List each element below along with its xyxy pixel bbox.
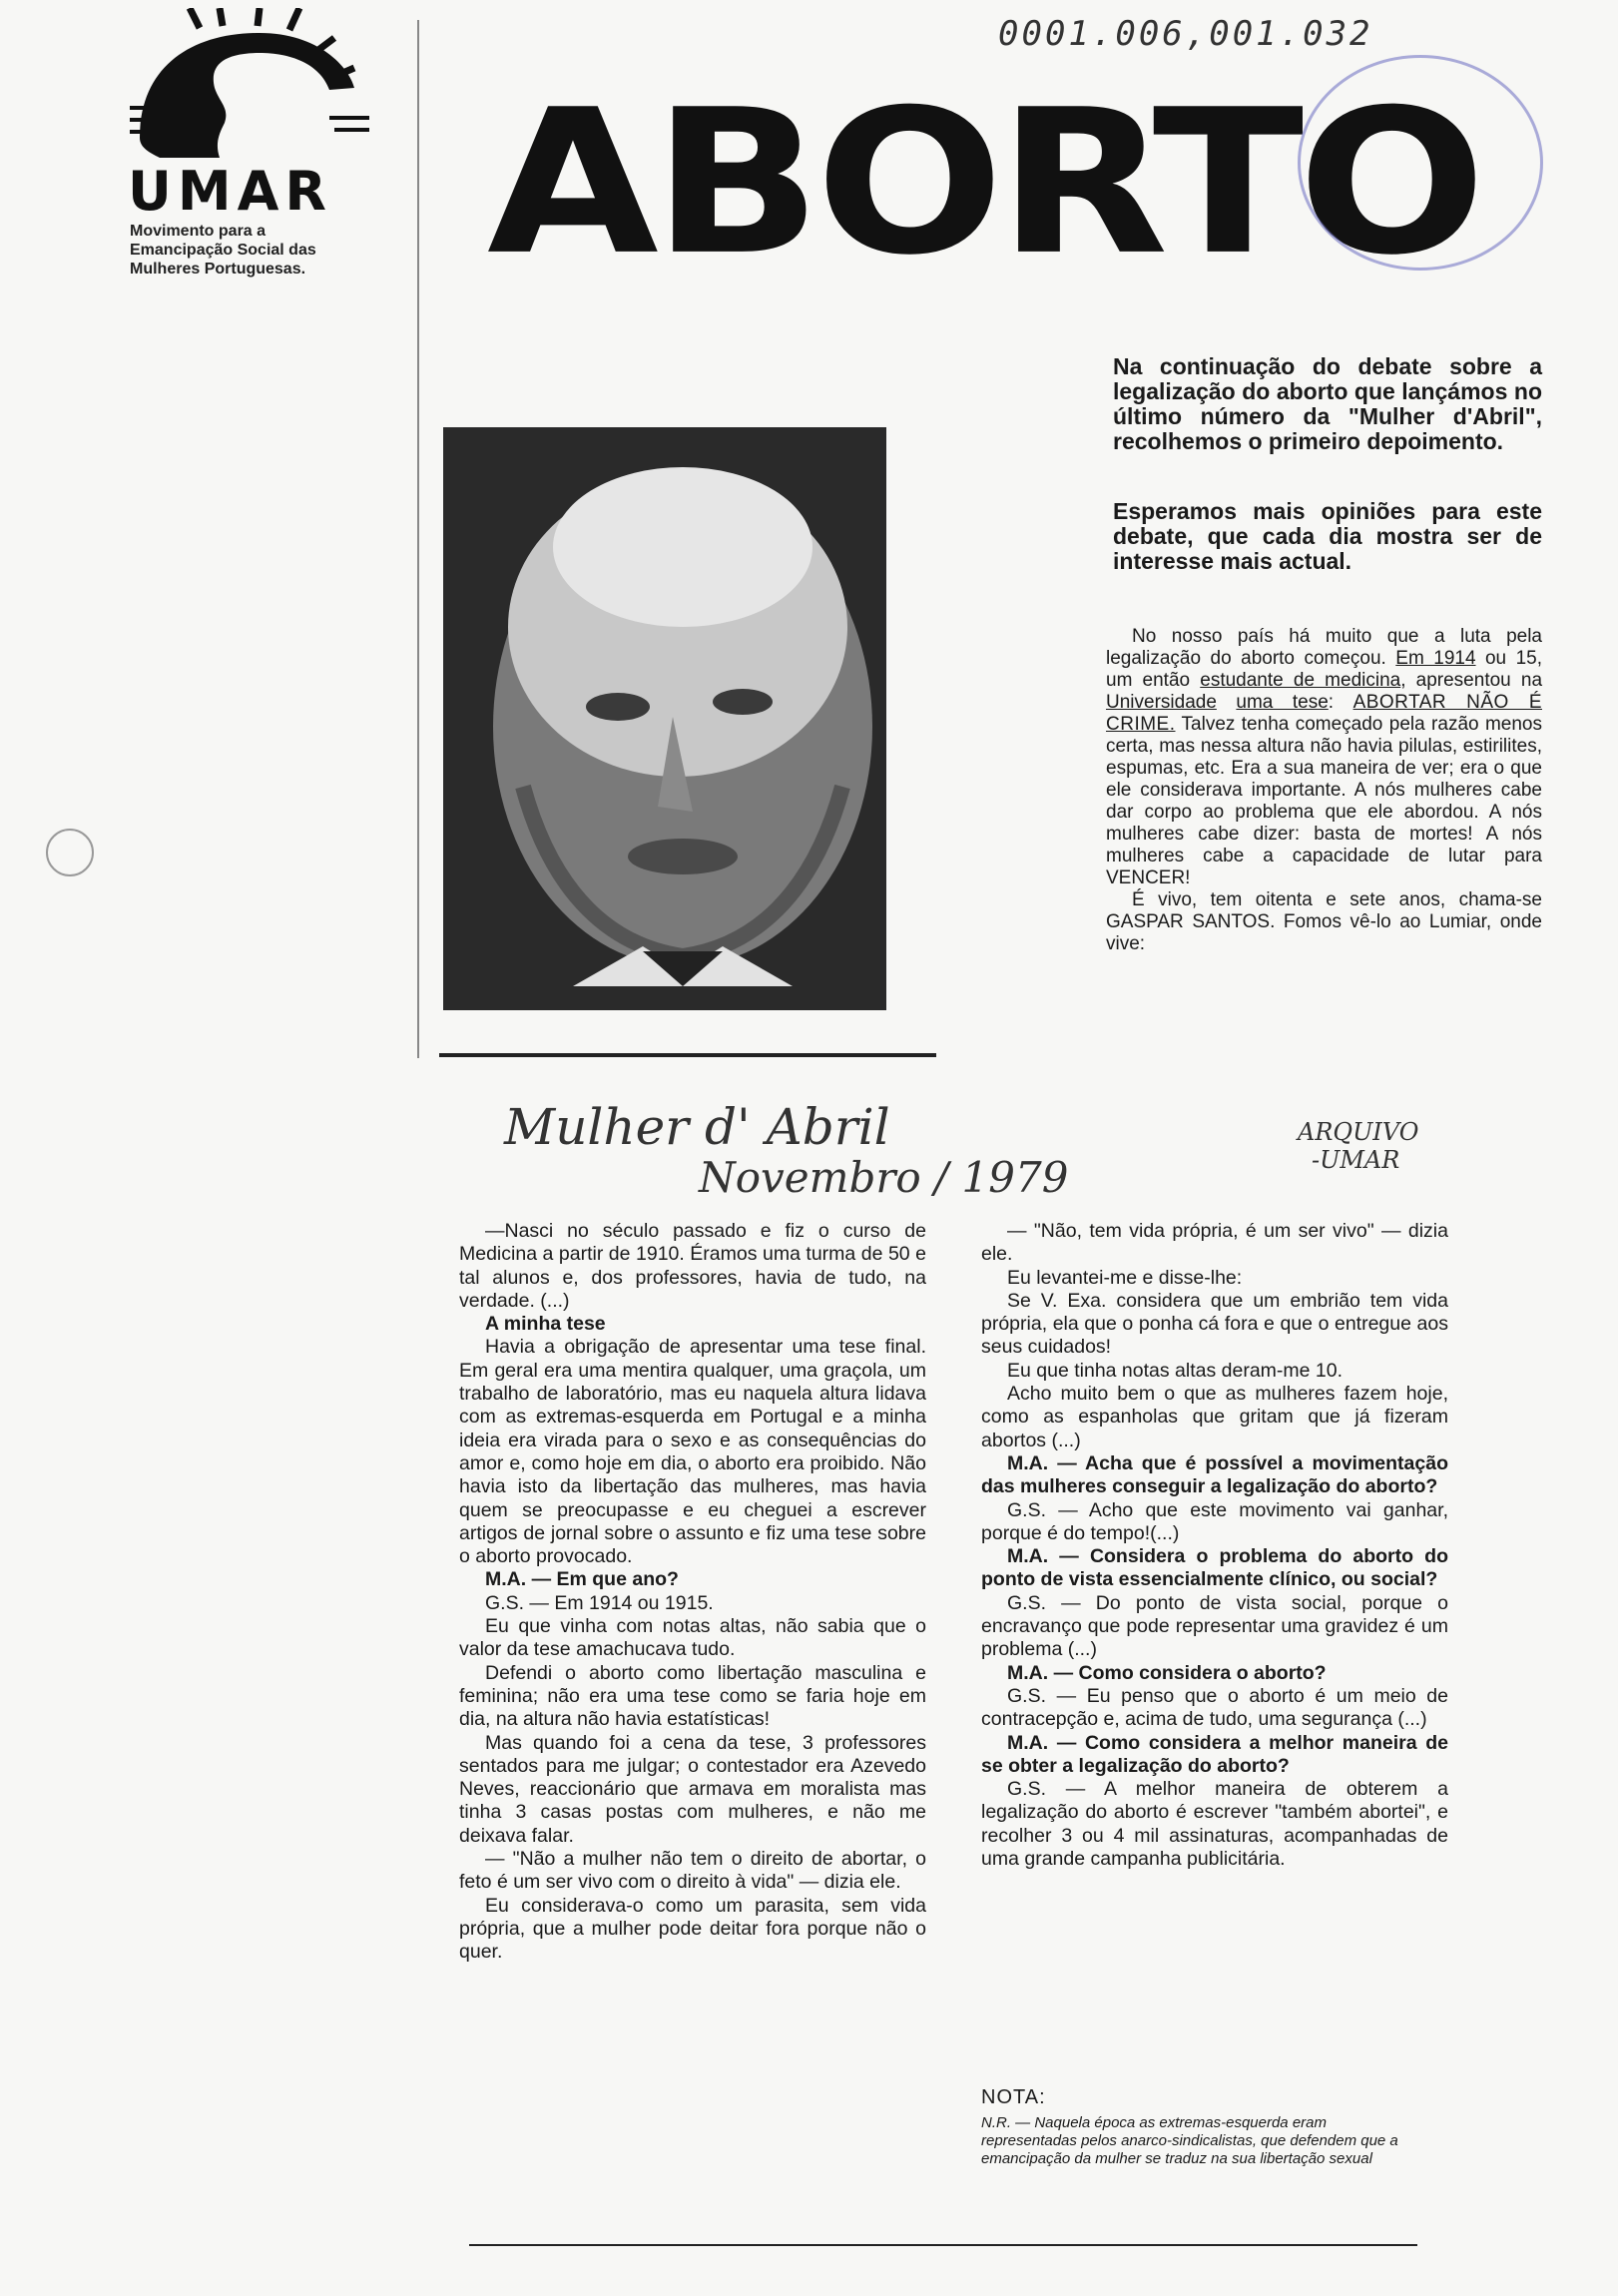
interview-question: M.A. — Como considera a melhor maneira de se obter a legalização do aborto? (981, 1731, 1448, 1777)
article-paragraph: Eu que tinha notas altas deram-me 10. (1007, 1359, 1344, 1382)
article-paragraph: —Nasci no século passado e fiz o curso de Medicina a partir de 1910. Éramos uma turma de 50 e tal alunos e, dos professores, havia de tudo, na verdade. (...) (459, 1220, 926, 1312)
article-paragraph: Eu considerava-o como um parasita, sem vida própria, que a mulher pode deitar fora porque não o quer. (459, 1894, 926, 1964)
interview-answer: G.S. — Acho que este movimento vai ganhar, porque é do tempo!(...) (981, 1498, 1448, 1544)
handwritten-archive-line: ARQUIVO (1298, 1118, 1419, 1146)
note-label: NOTA: (981, 2086, 1046, 2108)
article-paragraph: — "Não, tem vida própria, é um ser vivo" — dizia ele. (981, 1220, 1448, 1266)
punch-hole (46, 829, 94, 876)
article-left-column (459, 1220, 926, 1965)
portrait-photo (443, 427, 886, 1010)
article-paragraph: Mas quando foi a cena da tese, 3 professores sentados para me julgar; o contestador era Azevedo Neves, reaccionário que armava em moralista mas tinha 3 casas postas com mulheres, e não me deixava falar. (459, 1731, 926, 1847)
vertical-divider (417, 20, 419, 1058)
note-text: N.R. — Naquela época as extremas-esquerda eram representadas pelos anarco-sindicalistas, que defendem que a emancipação da mulher se traduz na sua libertação sexual (981, 2114, 1398, 2167)
logo-subtitle-line: Mulheres Portuguesas. (130, 261, 306, 278)
handwritten-date: Novembro / 1979 (699, 1153, 1069, 1202)
logo-subtitle-line: Emancipação Social das (130, 242, 316, 259)
text-span (1217, 692, 1237, 713)
text-span: : (1328, 692, 1353, 713)
article-right-column (981, 1220, 1448, 1871)
bottom-rule (469, 2244, 1417, 2246)
photo-underline-rule (439, 1053, 936, 1057)
archive-code: 0001.006,001.032 (998, 14, 1373, 54)
handwritten-archive-note (1298, 1118, 1418, 1174)
interview-answer: G.S. — Do ponto de vista social, porque o encravanço que pode representar uma gravidez é um problema (...) (981, 1591, 1448, 1661)
interview-question: M.A. — Considera o problema do aborto do ponto de vista essencialmente clínico, ou social? (981, 1545, 1448, 1591)
underlined-text: Universidade (1106, 692, 1217, 713)
text-span: No nosso país há muito que a luta pela legalização do aborto começou. (1106, 626, 1542, 669)
article-paragraph: Eu que vinha com notas altas, não sabia que o valor da tese amachucava tudo. (459, 1615, 926, 1661)
intro-column-paragraph: É vivo, tem oitenta e sete anos, chama-se GASPAR SANTOS. Fomos vê-lo ao Lumiar, onde vive: (1106, 889, 1542, 954)
logo-wordmark: UMAR (128, 160, 332, 223)
text-span: Talvez tenha começado pela razão menos certa, mas nessa altura não havia pilulas, estirilites, espumas, etc. Era a sua maneira de ver; era o que ele considerava importante. A nós mulheres cabe dar corpo ao problema que ele abordou. A nós mulheres cabe dizer: basta de mortes! A nós mulheres cabe a capacidade de lutar para VENCER! (1106, 714, 1542, 888)
article-paragraph: Eu levantei-me e disse-lhe: (1007, 1266, 1243, 1289)
handwritten-archive-line: -UMAR (1312, 1146, 1400, 1174)
handwritten-source: Mulher d' Abril (504, 1098, 890, 1156)
interview-question: M.A. — Em que ano? (485, 1568, 679, 1591)
archive-stamp (1298, 55, 1543, 271)
underlined-text: ABORTAR NÃO É CRIME. (1106, 692, 1542, 735)
intro-paragraph: Esperamos mais opiniões para este debate, que cada dia mostra ser de interesse mais actual. (1113, 498, 1542, 574)
interview-answer: G.S. — A melhor maneira de obterem a legalização do aborto é escrever "também abortei", e recolher 3 ou 4 mil assinaturas, acompanhadas de uma grande campanha publicitária. (981, 1778, 1448, 1871)
umar-logo-icon (120, 8, 384, 178)
intro-column (1106, 626, 1542, 955)
article-paragraph: Havia a obrigação de apresentar uma tese final. Em geral era uma mentira qualquer, uma graçola, um trabalho de laboratório, mas eu naquela altura lidava com as extremas-esquerda em Portugal e a minha ideia era virada para o sexo e as consequências do amor e, como hoje em dia, o aborto era proibido. Não havia isto da libertação das mulheres, mas havia quem se preocupasse e eu cheguei a escrever artigos de jornal sobre o assunto e fiz uma tese sobre o aborto provocado. (459, 1336, 926, 1568)
headline: ABORTO (487, 67, 1480, 299)
article-paragraph: Se V. Exa. considera que um embrião tem vida própria, ela que o ponha cá fora e que o entregue aos seus cuidados! (981, 1289, 1448, 1359)
logo-subtitle (130, 222, 389, 279)
article-paragraph: — "Não a mulher não tem o direito de abortar, o feto é um ser vivo com o direito à vida" — dizia ele. (459, 1848, 926, 1894)
underlined-text: Em 1914 (1395, 648, 1476, 669)
article-paragraph: Acho muito bem o que as mulheres fazem hoje, como as espanholas que gritam que já fizeram abortos (...) (981, 1383, 1448, 1451)
interview-answer: G.S. — Eu penso que o aborto é um meio de contracepção e, acima de tudo, uma segurança (...) (981, 1684, 1448, 1731)
interview-answer: G.S. — Em 1914 ou 1915. (485, 1591, 714, 1614)
section-heading: A minha tese (485, 1313, 606, 1336)
logo-subtitle-line: Movimento para a (130, 223, 267, 240)
intro-paragraph: Na continuação do debate sobre a legalização do aborto que lançámos no último número da "Mulher d'Abril", recolhemos o primeiro depoimento. (1113, 353, 1542, 454)
intro-column-paragraph (1106, 626, 1542, 889)
text-span: , apresentou na (1400, 670, 1543, 691)
interview-question: M.A. — Como considera o aborto? (1007, 1661, 1327, 1684)
interview-question: M.A. — Acha que é possível a movimentação das mulheres conseguir a legalização do aborto? (981, 1451, 1448, 1498)
text-span: ou 15, um então (1106, 648, 1543, 691)
article-paragraph: Defendi o aborto como libertação masculina e feminina; não era uma tese como se faria hoje em dia, na altura não havia estatísticas! (459, 1661, 926, 1731)
underlined-text: estudante de medicina (1200, 670, 1401, 691)
underlined-text: uma tese (1236, 692, 1329, 713)
